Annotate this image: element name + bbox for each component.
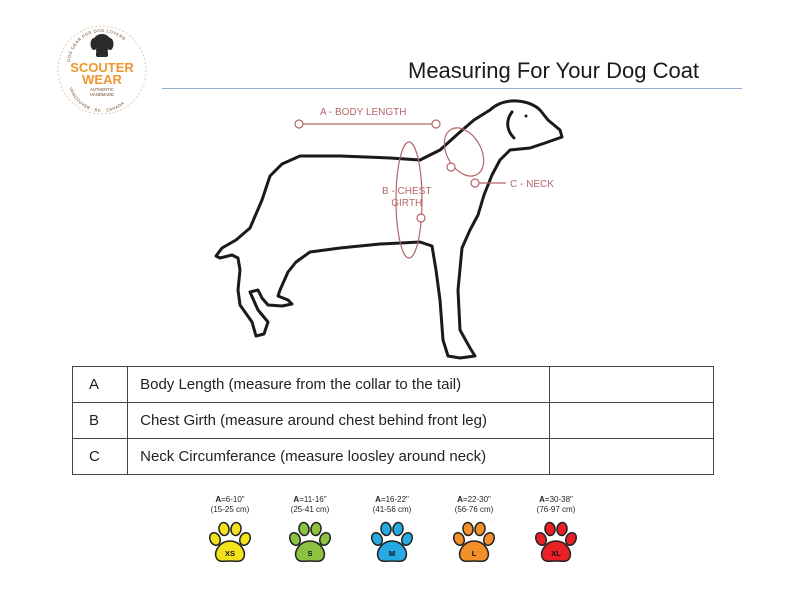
size-range-prefix: A [457, 495, 463, 504]
neck-marker [436, 121, 506, 187]
size-xl [526, 495, 586, 565]
title-divider [162, 88, 742, 89]
dog-silhouette [216, 101, 562, 358]
row-letter: B [73, 403, 128, 439]
paw-xs-icon [206, 519, 254, 565]
size-range-prefix: A [539, 495, 545, 504]
paw-s-icon [286, 519, 334, 565]
body-length-marker [295, 120, 440, 128]
size-range-inches: =30-38" [544, 495, 573, 504]
paw-size-label: M [388, 549, 396, 558]
paw-size-label: L [471, 549, 477, 558]
size-m [362, 495, 422, 565]
paw-toe [474, 522, 486, 536]
paw-xl-icon [532, 519, 580, 565]
size-range-prefix: A [375, 495, 381, 504]
size-range-cm: (25-41 cm) [290, 505, 330, 514]
size-s [280, 495, 340, 565]
paw-toe [230, 522, 242, 536]
measurement-table [72, 366, 714, 475]
logo-location: VANCOUVER · BC · CANADA [68, 86, 126, 114]
label-chest-girth-line2: GIRTH [391, 198, 423, 209]
label-chest-girth [382, 186, 431, 210]
paw-size-label: XS [224, 549, 236, 558]
page-title: Measuring For Your Dog Coat [408, 58, 700, 83]
size-range-inches: =22-30" [462, 495, 491, 504]
size-range-cm: (15-25 cm) [210, 505, 250, 514]
size-range-inches: =11-16" [299, 495, 327, 504]
paw-toe [298, 522, 310, 536]
row-description: Neck Circumferance (measure loosley around neck) [128, 439, 550, 475]
logo-tagline: DOG GEAR FOR DOG LOVERS [66, 27, 127, 63]
table-row [73, 439, 714, 475]
paw-m-icon [368, 519, 416, 565]
paw-toe [544, 522, 556, 536]
size-range-inches: =16-22" [380, 495, 409, 504]
label-neck: C - NECK [510, 179, 554, 190]
table-row [73, 367, 714, 403]
size-range-cm: (76-97 cm) [536, 505, 576, 514]
row-letter: C [73, 439, 128, 475]
label-chest-girth-line1: B - CHEST [382, 186, 432, 197]
logo-sub2: HANDMADE [90, 92, 114, 97]
logo-name-line2: WEAR [82, 72, 122, 87]
size-range-cm: (41-56 cm) [372, 505, 412, 514]
paw-l-icon [450, 519, 498, 565]
paw-toe [310, 522, 322, 536]
paw-toe [462, 522, 474, 536]
chest-girth-value-cell[interactable] [549, 403, 713, 439]
row-description: Body Length (measure from the collar to the tail) [128, 367, 550, 403]
dog-eye [525, 115, 528, 118]
table-row [73, 403, 714, 439]
size-chart [200, 495, 600, 585]
size-range-inches: =6-10" [221, 495, 245, 504]
size-xs [200, 495, 260, 565]
dog-ear-line [508, 112, 514, 138]
body-length-value-cell[interactable] [549, 367, 713, 403]
paw-toe [392, 522, 404, 536]
row-description: Chest Girth (measure around chest behind front leg) [128, 403, 550, 439]
dog-outline-diagram [210, 95, 570, 370]
dog-head-icon [91, 34, 114, 57]
logo-name-line1: SCOUTER [70, 60, 134, 75]
scouter-wear-logo [56, 20, 148, 120]
size-range-prefix: A [293, 495, 300, 504]
paw-toe [218, 522, 230, 536]
size-l [444, 495, 504, 565]
paw-toe [556, 522, 568, 536]
logo-sub1: AUTHENTIC [90, 87, 114, 92]
size-range-cm: (56-76 cm) [454, 505, 494, 514]
paw-size-label: S [307, 549, 313, 558]
row-letter: A [73, 367, 128, 403]
label-body-length: A - BODY LENGTH [320, 107, 407, 118]
paw-toe [380, 522, 392, 536]
paw-size-label: XL [551, 549, 561, 558]
size-range-prefix: A [215, 495, 222, 504]
neck-value-cell[interactable] [549, 439, 713, 475]
